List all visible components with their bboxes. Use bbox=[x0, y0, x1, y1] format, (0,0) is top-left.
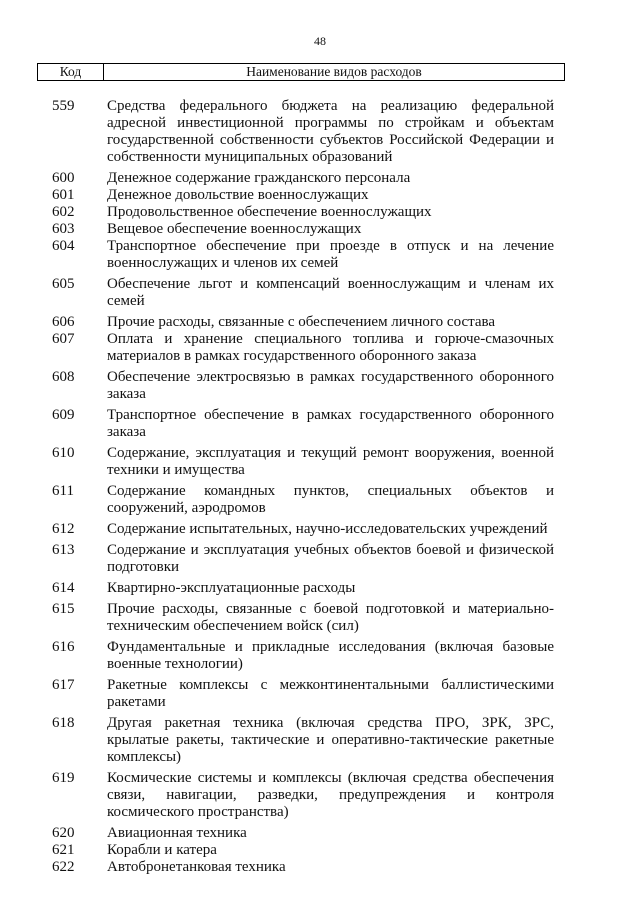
row-code: 618 bbox=[52, 715, 75, 731]
row-name: Прочие расходы, связанные с боевой подготовкой и материально-техническим обеспечением войск (сил) bbox=[107, 601, 554, 634]
row-code: 601 bbox=[52, 187, 75, 203]
table-row bbox=[0, 187, 640, 204]
table-row bbox=[0, 238, 640, 272]
row-code: 605 bbox=[52, 276, 75, 292]
table-row bbox=[0, 445, 640, 479]
table-row bbox=[0, 483, 640, 517]
row-code: 612 bbox=[52, 521, 75, 537]
table-row bbox=[0, 98, 640, 166]
row-name: Квартирно-эксплуатационные расходы bbox=[107, 580, 356, 596]
row-code: 600 bbox=[52, 170, 75, 186]
table-row bbox=[0, 221, 640, 238]
row-code: 619 bbox=[52, 770, 75, 786]
row-name: Космические системы и комплексы (включая средства обеспечения связи, навигации, разведки, предупреждения и контроля космического пространства) bbox=[107, 770, 554, 820]
row-code: 620 bbox=[52, 825, 75, 841]
row-name: Содержание командных пунктов, специальных объектов и сооружений, аэродромов bbox=[107, 483, 554, 516]
row-code: 559 bbox=[52, 98, 75, 114]
table-row bbox=[0, 825, 640, 842]
page-number: 48 bbox=[314, 34, 326, 48]
table-row bbox=[0, 542, 640, 576]
table-row bbox=[0, 407, 640, 441]
table-row bbox=[0, 521, 640, 538]
header-code: Код bbox=[38, 64, 104, 80]
row-code: 604 bbox=[52, 238, 75, 254]
row-code: 607 bbox=[52, 331, 75, 347]
table-row bbox=[0, 331, 640, 365]
row-code: 610 bbox=[52, 445, 75, 461]
table-row bbox=[0, 170, 640, 187]
table-row bbox=[0, 842, 640, 859]
row-code: 606 bbox=[52, 314, 75, 330]
row-name: Содержание, эксплуатация и текущий ремонт вооружения, военной техники и имущества bbox=[107, 445, 554, 478]
table-row bbox=[0, 639, 640, 673]
table-row bbox=[0, 580, 640, 597]
row-code: 622 bbox=[52, 859, 75, 875]
table-row bbox=[0, 276, 640, 310]
expense-list bbox=[0, 98, 640, 876]
header-name: Наименование видов расходов bbox=[246, 64, 422, 79]
row-name: Денежное довольствие военнослужащих bbox=[107, 187, 369, 203]
row-code: 608 bbox=[52, 369, 75, 385]
row-name: Другая ракетная техника (включая средства ПРО, ЗРК, ЗРС, крылатые ракеты, тактические и оперативно-тактические ракетные комплексы) bbox=[107, 715, 554, 765]
row-code: 603 bbox=[52, 221, 75, 237]
row-code: 615 bbox=[52, 601, 75, 617]
row-code: 617 bbox=[52, 677, 75, 693]
row-code: 614 bbox=[52, 580, 75, 596]
row-name: Денежное содержание гражданского персонала bbox=[107, 170, 411, 186]
row-name: Средства федерального бюджета на реализацию федеральной адресной инвестиционной программы по стройкам и объектам государственной собственности субъектов Российской Федерации и собственности муниципальных образований bbox=[107, 98, 554, 165]
table-row bbox=[0, 369, 640, 403]
row-name: Обеспечение льгот и компенсаций военнослужащим и членам их семей bbox=[107, 276, 554, 309]
row-name: Обеспечение электросвязью в рамках государственного оборонного заказа bbox=[107, 369, 554, 402]
table-header bbox=[37, 63, 565, 81]
row-code: 602 bbox=[52, 204, 75, 220]
row-code: 611 bbox=[52, 483, 74, 499]
row-name: Оплата и хранение специального топлива и горюче-смазочных материалов в рамках государственного оборонного заказа bbox=[107, 331, 554, 364]
row-name: Прочие расходы, связанные с обеспечением личного состава bbox=[107, 314, 496, 330]
row-name: Содержание испытательных, научно-исследовательских учреждений bbox=[107, 521, 548, 537]
row-name: Транспортное обеспечение при проезде в отпуск и на лечение военнослужащих и членов их семей bbox=[107, 238, 554, 271]
table-row bbox=[0, 314, 640, 331]
table-row bbox=[0, 715, 640, 766]
row-name: Автобронетанковая техника bbox=[107, 859, 286, 875]
row-code: 613 bbox=[52, 542, 75, 558]
row-name: Вещевое обеспечение военнослужащих bbox=[107, 221, 362, 237]
row-name: Содержание и эксплуатация учебных объектов боевой и физической подготовки bbox=[107, 542, 554, 575]
row-name: Транспортное обеспечение в рамках государственного оборонного заказа bbox=[107, 407, 554, 440]
table-row bbox=[0, 601, 640, 635]
row-code: 609 bbox=[52, 407, 75, 423]
table-row bbox=[0, 770, 640, 821]
table-row bbox=[0, 204, 640, 221]
row-name: Авиационная техника bbox=[107, 825, 247, 841]
row-name: Фундаментальные и прикладные исследования (включая базовые военные технологии) bbox=[107, 639, 554, 672]
table-row bbox=[0, 677, 640, 711]
row-name: Ракетные комплексы с межконтинентальными баллистическими ракетами bbox=[107, 677, 554, 710]
row-name: Продовольственное обеспечение военнослужащих bbox=[107, 204, 432, 220]
row-name: Корабли и катера bbox=[107, 842, 217, 858]
table-row bbox=[0, 859, 640, 876]
row-code: 616 bbox=[52, 639, 75, 655]
row-code: 621 bbox=[52, 842, 75, 858]
